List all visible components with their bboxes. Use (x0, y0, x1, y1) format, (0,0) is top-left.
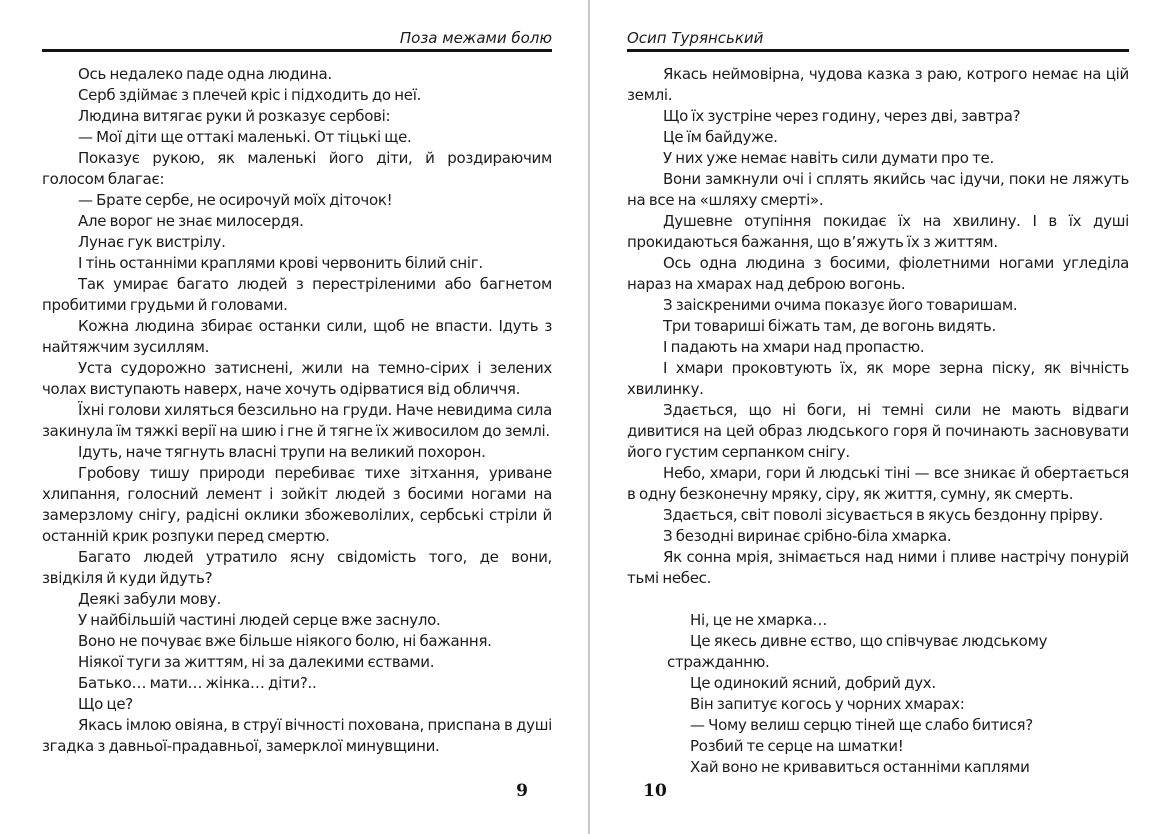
paragraph: Уста судорожно затиснені, жили на темно-сірих і зелених чолах виступають наверх, наче хочуть одірватися від обличчя. (42, 359, 552, 398)
paragraph: З безодні виринає срібно-біла хмарка. (663, 527, 952, 545)
paragraph: Людина витягає руки й розказує сербові: (78, 107, 391, 125)
header-rule-right (627, 49, 1129, 52)
page-right (627, 0, 1129, 834)
paragraph: Душевне отупіння покидає їх на хвилину. І в їх душі прокидаються бажання, що в’яжуть їх з життям. (627, 212, 1129, 251)
paragraph: Але ворог не знає милосердя. (78, 212, 304, 230)
paragraph: Якась неймовірна, чудова казка з раю, котрого немає на цій землі. (627, 65, 1129, 104)
paragraph: Їхні голови хиляться безсильно на груди. Наче невидима сила закинула їм тяжкі верії на шию і гне й тягне їх живосилом до землі. (42, 401, 552, 440)
paragraph: Воно не почуває вже більше ніякого болю, ні бажання. (78, 632, 492, 650)
paragraph: Кожна людина збирає останки сили, щоб не впасти. Ідуть з найтяжчим зусиллям. (42, 317, 552, 356)
paragraph: Батько… мати… жінка… діти?.. (78, 674, 317, 692)
paragraph: Якась імлою овіяна, в струї вічності похована, приспана в душі згадка з давньої-прадавньої, замерклої минувщини. (42, 716, 552, 755)
page-gutter-divider (588, 0, 590, 834)
paragraph: Що це? (78, 695, 133, 713)
paragraph: І тінь останніми краплями крові червонить білий сніг. (78, 254, 483, 272)
paragraph: Як сонна мрія, знімається над ними і пливе настрічу понурій тьмі небес. (627, 548, 1129, 587)
paragraph: У найбільшій частині людей серце вже заснуло. (78, 611, 441, 629)
quote-paragraph: Він запитує когось у чорних хмарах: (690, 695, 965, 713)
paragraph: Три товариші біжать там, де вогонь видять. (663, 317, 996, 335)
paragraph: Показує рукою, як маленькі його діти, й роздираючим голосом благає: (42, 149, 552, 188)
paragraph: Вони замкнули очі і сплять якийсь час ідучи, поки не ляжуть на все на «шляху смерті». (627, 170, 1129, 209)
paragraph: З заіскреними очима показує його товаришам. (663, 296, 1018, 314)
paragraph: — Мої діти ще оттакі маленькі. От тіцькі ще. (78, 128, 412, 146)
running-title-left: Поза межами болю (399, 29, 552, 47)
paragraph: Лунає гук вистрілу. (78, 233, 226, 251)
paragraph: Ось одна людина з босими, фіолетними ногами угледіла нараз на хмарах над деброю вогонь. (627, 254, 1129, 293)
paragraph: Так умирає багато людей з перестріленими або багнетом пробитими грудьми й головами. (42, 275, 552, 314)
paragraph: Ідуть, наче тягнуть власні трупи на великий похорон. (78, 443, 486, 461)
page-body-left (42, 64, 552, 757)
quote-paragraph: — Чому велиш серцю тіней ще слабо битися? (690, 716, 1033, 734)
page-number-left: 9 (516, 781, 528, 801)
paragraph: І хмари проковтують їх, як море зерна піску, як вічність хвилинку. (627, 359, 1129, 398)
quote-block (667, 610, 1129, 778)
page-left (42, 0, 552, 834)
paragraph: — Брате сербе, не осирочуй моїх діточок! (78, 191, 393, 209)
paragraph: Що їх зустріне через годину, через дві, завтра? (663, 107, 1021, 125)
quote-paragraph: Хай воно не кривавиться останніми каплями (690, 758, 1030, 776)
right-page-paragraphs (627, 64, 1129, 589)
paragraph: Ось недалеко паде одна людина. (78, 65, 332, 83)
header-rule-left (42, 49, 552, 52)
paragraph: Гробову тишу природи перебиває тихе зітхання, уриване хлипання, голосний лемент і зойкіт людей з босими ногами на замерзлому снігу, радісні оклики збожеволілих, сербські стріли й останній крик розпуки перед смертю. (42, 464, 552, 545)
paragraph: Ніякої туги за життям, ні за далекими єствами. (78, 653, 435, 671)
paragraph: Небо, хмари, гори й людські тіні — все зникає й обертається в одну безконечну мряку, сіру, як життя, сумну, як смерть. (627, 464, 1129, 503)
page-number-right: 10 (643, 781, 667, 801)
paragraph: Здається, що ні боги, ні темні сили не мають відваги дивитися на цей образ людського горя й починають засновувати його густим серпанком снігу. (627, 401, 1129, 461)
page-body-right (627, 64, 1129, 778)
paragraph: Деякі забули мову. (78, 590, 221, 608)
paragraph: У них уже немає навіть сили думати про те. (663, 149, 994, 167)
quote-paragraph: Розбий те серце на шматки! (690, 737, 904, 755)
quote-paragraph: Це одинокий ясний, добрий дух. (690, 674, 936, 692)
paragraph: Серб здіймає з плечей кріс і підходить до неї. (78, 86, 422, 104)
paragraph: Це їм байдуже. (663, 128, 778, 146)
quote-paragraph: Це якесь дивне єство, що співчуває людському стражданню. (667, 632, 1048, 671)
quote-paragraph: Ні, це не хмарка… (690, 611, 828, 629)
paragraph: І падають на хмари над пропастю. (663, 338, 925, 356)
running-author-right: Осип Турянський (627, 29, 764, 47)
paragraph: Багато людей утратило ясну свідомість того, де вони, звідкіля й куди йдуть? (42, 548, 552, 587)
paragraph: Здається, світ поволі зісувається в якусь бездонну прірву. (663, 506, 1104, 524)
